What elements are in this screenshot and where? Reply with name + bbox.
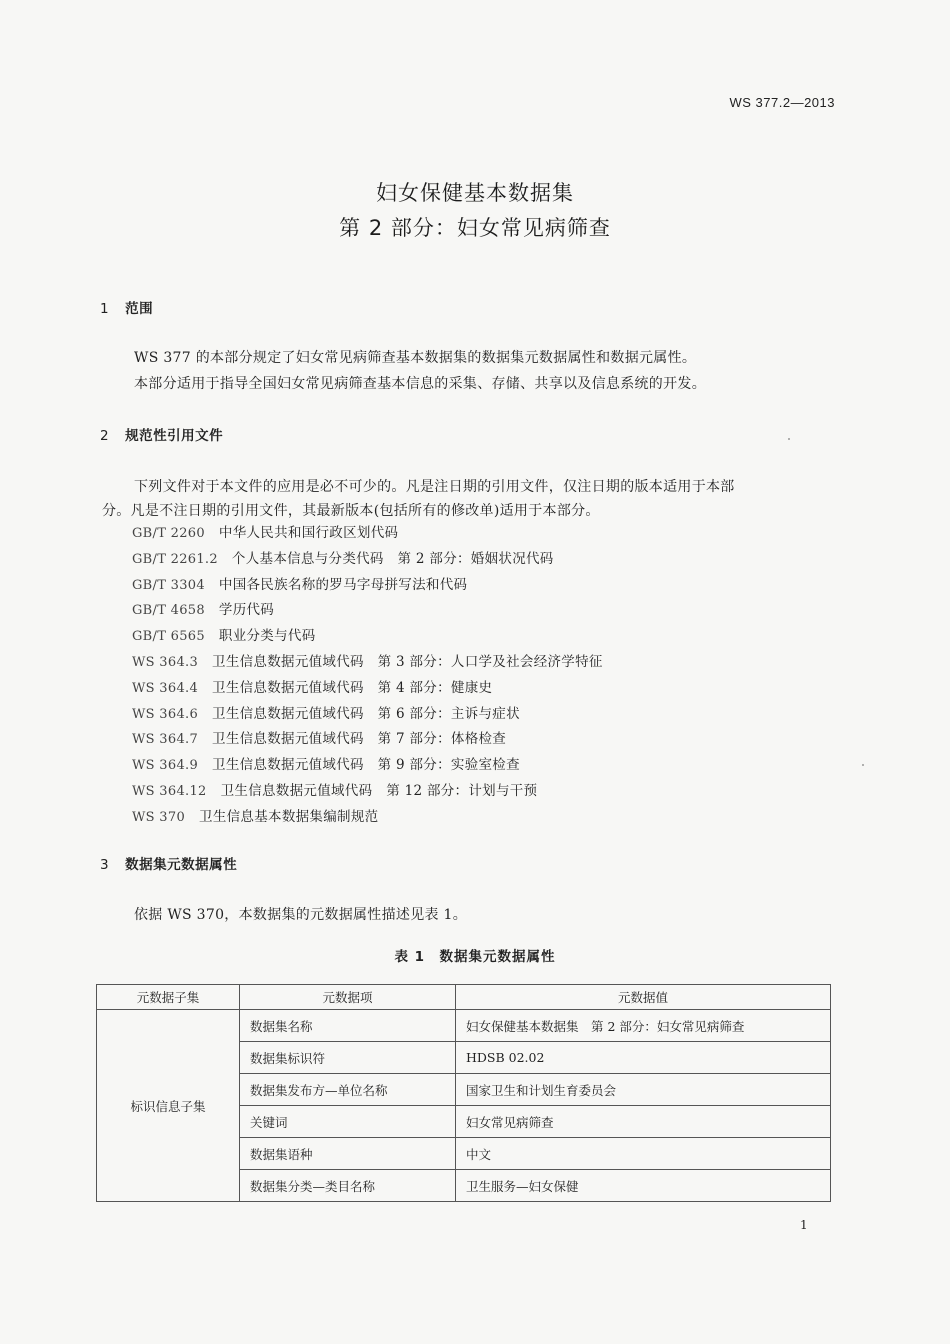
reference-title: 卫生信息数据元值域代码 第 7 部分：体格检查 <box>212 731 507 748</box>
section-number: 1 <box>100 301 110 317</box>
reference-item <box>132 624 603 650</box>
reference-code: GB/T 3304 <box>132 577 205 593</box>
reference-item <box>132 521 603 547</box>
value-cell: 妇女保健基本数据集 第 2 部分：妇女常见病筛查 <box>456 1010 831 1042</box>
metadata-intro: 依据 WS 370，本数据集的元数据属性描述见表 1。 <box>134 907 468 923</box>
value-cell: HDSB 02.02 <box>456 1042 831 1074</box>
reference-code: GB/T 2260 <box>132 526 205 541</box>
reference-item <box>132 573 603 599</box>
normative-intro-line-2: 分。凡是不注日期的引用文件，其最新版本(包括所有的修改单)适用于本部分。 <box>102 503 600 519</box>
value-cell: 国家卫生和计划生育委员会 <box>456 1074 831 1106</box>
reference-item <box>132 650 603 676</box>
reference-code: GB/T 6565 <box>132 629 205 645</box>
page-number: 1 <box>800 1218 808 1232</box>
table-header-row <box>97 985 831 1010</box>
item-cell: 数据集标识符 <box>240 1042 456 1074</box>
standard-code: WS 377.2—2013 <box>729 95 835 110</box>
item-cell: 数据集分类—类目名称 <box>240 1170 456 1202</box>
reference-list <box>132 521 603 831</box>
value-cell: 妇女常见病筛查 <box>456 1106 831 1138</box>
document-subtitle: 第 2 部分：妇女常见病筛查 <box>339 216 611 240</box>
reference-title: 学历代码 <box>218 602 275 619</box>
reference-code: GB/T 4658 <box>132 603 205 619</box>
reference-title: 卫生信息数据元值域代码 第 4 部分：健康史 <box>212 679 493 696</box>
reference-code: WS 364.9 <box>132 758 199 774</box>
section-title: 范围 <box>125 301 154 317</box>
item-cell: 关键词 <box>240 1106 456 1138</box>
reference-item <box>132 805 603 831</box>
section-heading-metadata <box>100 853 237 873</box>
column-header: 元数据值 <box>456 985 831 1010</box>
normative-intro-line-1: 下列文件对于本文件的应用是必不可少的。凡是注日期的引用文件，仅注日期的版本适用于本部 <box>134 479 735 495</box>
reference-item <box>132 702 603 728</box>
item-cell: 数据集发布方—单位名称 <box>240 1074 456 1106</box>
item-cell: 数据集名称 <box>240 1010 456 1042</box>
table-caption: 表 1 数据集元数据属性 <box>394 949 556 965</box>
reference-title: 卫生信息数据元值域代码 第 9 部分：实验室检查 <box>212 757 520 774</box>
reference-code: WS 370 <box>132 809 186 825</box>
section-number: 2 <box>100 428 110 444</box>
section-heading-scope <box>100 297 153 317</box>
scan-speck <box>862 764 864 766</box>
reference-code: WS 364.7 <box>132 732 199 748</box>
reference-title: 中华人民共和国行政区划代码 <box>218 525 399 541</box>
value-cell: 卫生服务—妇女保健 <box>456 1170 831 1202</box>
reference-title: 卫生信息数据元值域代码 第 6 部分：主诉与症状 <box>212 705 520 722</box>
scan-speck <box>788 438 790 440</box>
item-cell: 数据集语种 <box>240 1138 456 1170</box>
reference-code: WS 364.12 <box>132 783 207 799</box>
reference-title: 个人基本信息与分类代码 第 2 部分：婚姻状况代码 <box>231 550 554 567</box>
reference-code: WS 364.6 <box>132 706 199 722</box>
reference-code: WS 364.4 <box>132 680 199 696</box>
reference-item <box>132 547 603 573</box>
subset-cell: 标识信息子集 <box>97 1010 240 1202</box>
reference-title: 中国各民族名称的罗马字母拼写法和代码 <box>218 576 468 593</box>
reference-title: 卫生信息数据元值域代码 第 12 部分：计划与干预 <box>220 782 538 799</box>
reference-item <box>132 727 603 753</box>
reference-item <box>132 676 603 702</box>
value-cell: 中文 <box>456 1138 831 1170</box>
section-title: 数据集元数据属性 <box>125 857 238 873</box>
table-row <box>97 1010 831 1042</box>
reference-title: 卫生信息基本数据集编制规范 <box>199 808 379 825</box>
scope-paragraph-2: 本部分适用于指导全国妇女常见病筛查基本信息的采集、存储、共享以及信息系统的开发。 <box>134 376 706 392</box>
reference-item <box>132 779 603 805</box>
section-title: 规范性引用文件 <box>125 428 224 444</box>
reference-code: GB/T 2261.2 <box>132 551 218 567</box>
section-heading-normative <box>100 424 223 444</box>
section-number: 3 <box>100 857 110 873</box>
document-title: 妇女保健基本数据集 <box>376 181 574 205</box>
column-header: 元数据项 <box>240 985 456 1010</box>
scope-paragraph-1: WS 377 的本部分规定了妇女常见病筛查基本数据集的数据集元数据属性和数据元属性。 <box>134 350 697 366</box>
metadata-table <box>96 984 831 1202</box>
column-header: 元数据子集 <box>97 985 240 1010</box>
reference-code: WS 364.3 <box>132 654 199 670</box>
reference-item <box>132 753 603 779</box>
reference-item <box>132 598 603 624</box>
reference-title: 卫生信息数据元值域代码 第 3 部分：人口学及社会经济学特征 <box>212 653 603 670</box>
reference-title: 职业分类与代码 <box>218 628 316 645</box>
